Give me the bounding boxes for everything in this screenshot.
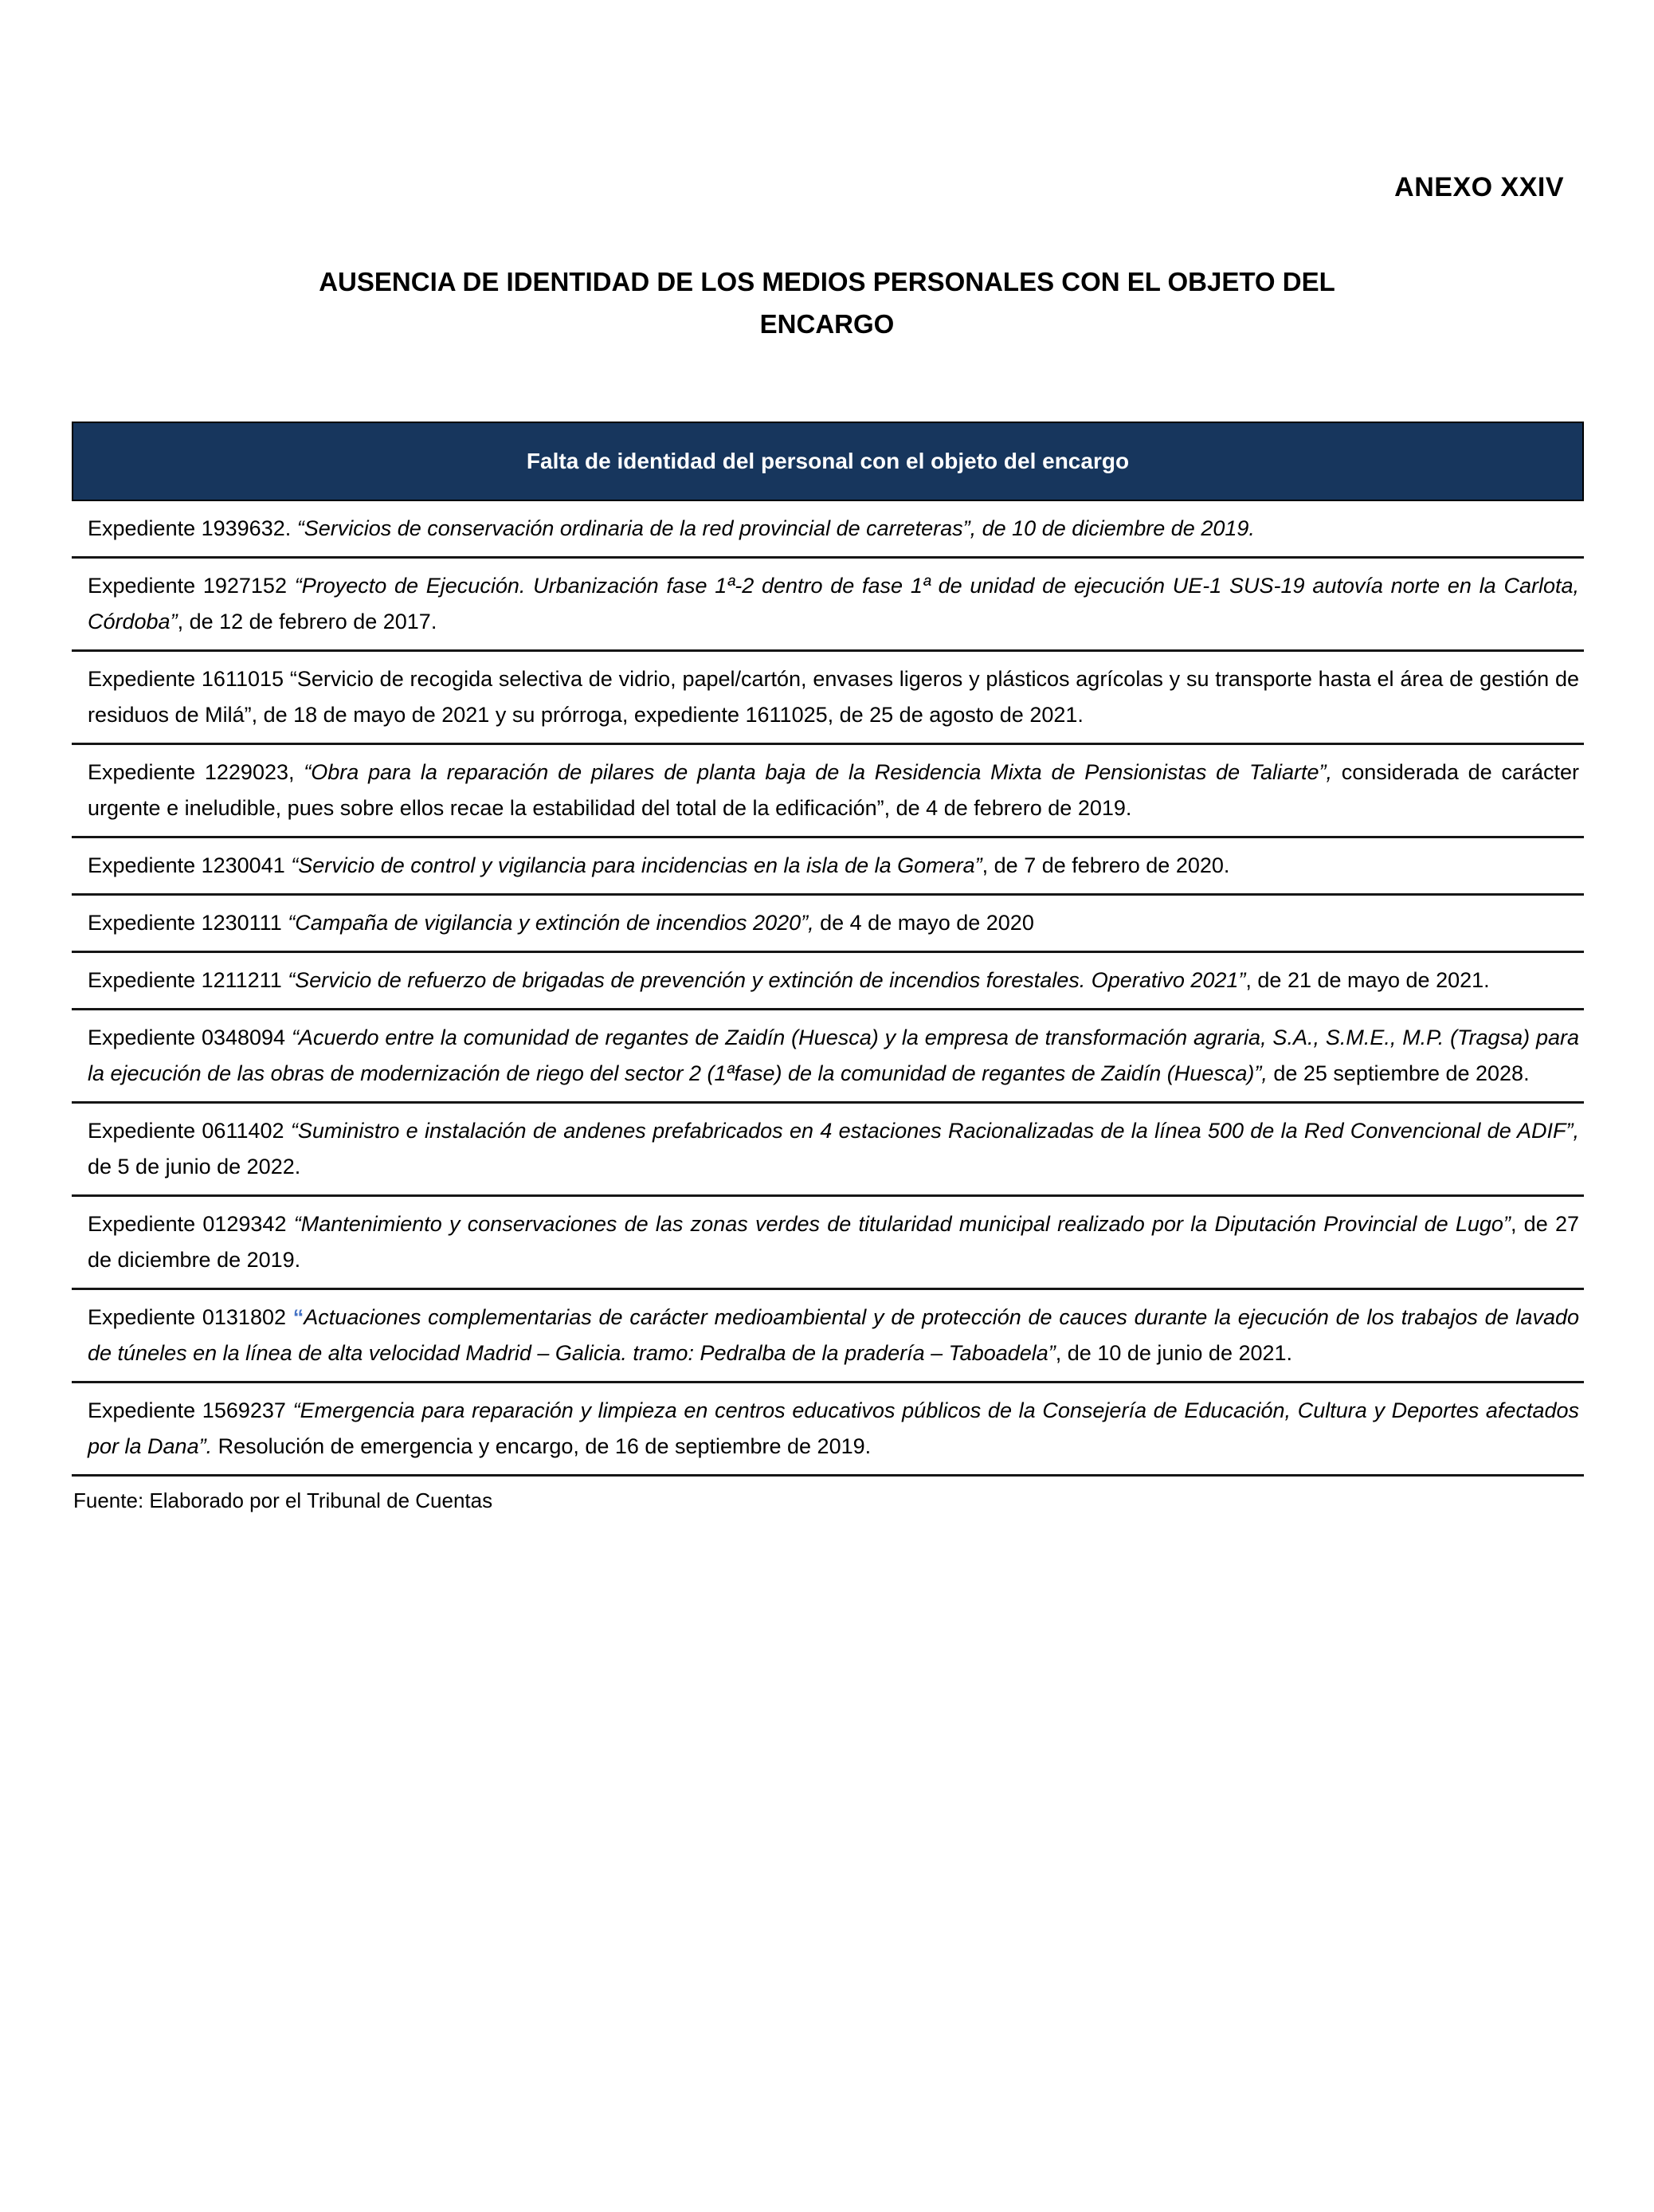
row-text-segment: Expediente 1569237 bbox=[88, 1398, 293, 1422]
row-text-segment: Expediente 1927152 bbox=[88, 574, 295, 598]
row-text-segment: Expediente 0611402 bbox=[88, 1119, 291, 1143]
row-title-segment: “Acuerdo entre la comunidad de regantes de Zaidín (Huesca) y la empresa de transformación agraria, S.A., S.M.E., M.P. (Tragsa) para la ejecución de las obras de modernización de riego del sector 2 (1ªfase) de la comunidad de regantes de Zaidín (Huesca)”, bbox=[88, 1026, 1579, 1085]
row-text-segment: considerada de carácter urgente e ineludible, pues sobre ellos recae la estabilidad del total de la edificación”, de 4 de febrero de 2019. bbox=[88, 760, 1579, 820]
table-row bbox=[72, 1104, 1584, 1197]
row-text-segment: Expediente 1611015 “Servicio de recogida selectiva de vidrio, papel/cartón, envases ligeros y plásticos agrícolas y su transporte hasta el área de gestión de residuos de Milá”, de 18 de mayo de 2021 y su prórroga, expediente 1611025, de 25 de agosto de 2021. bbox=[88, 667, 1579, 727]
annex-label: ANEXO XXIV bbox=[1394, 172, 1564, 202]
row-text-segment: , de 7 de febrero de 2020. bbox=[982, 853, 1230, 877]
table-row bbox=[72, 745, 1584, 838]
row-title-segment: “Proyecto de Ejecución. Urbanización fase 1ª-2 dentro de fase 1ª de unidad de ejecución UE-1 SUS-19 autovía norte en la Carlota, Córdoba” bbox=[88, 574, 1579, 633]
row-title-segment: “Emergencia para reparación y limpieza en centros educativos públicos de la Consejería de Educación, Cultura y Deportes afectados por la Dana”. bbox=[88, 1398, 1579, 1458]
table-row bbox=[72, 559, 1584, 652]
row-text-segment: , de 21 de mayo de 2021. bbox=[1245, 968, 1490, 992]
row-text-segment: Expediente 1229023, bbox=[88, 760, 304, 784]
row-text-segment: Expediente 1211211 bbox=[88, 968, 288, 992]
table-row bbox=[72, 953, 1584, 1010]
table-rows bbox=[72, 501, 1584, 1477]
row-title-segment: “Servicio de refuerzo de brigadas de prevención y extinción de incendios forestales. Operativo 2021” bbox=[288, 968, 1246, 992]
row-title-segment: “Servicio de control y vigilancia para incidencias en la isla de la Gomera” bbox=[291, 853, 982, 877]
row-title-segment: “Suministro e instalación de andenes prefabricados en 4 estaciones Racionalizadas de la línea 500 de la Red Convencional de ADIF”, bbox=[290, 1119, 1580, 1143]
row-text-segment: , de 10 de junio de 2021. bbox=[1055, 1341, 1293, 1365]
row-title-segment: “Servicios de conservación ordinaria de la red provincial de carreteras”, de 10 de diciembre de 2019. bbox=[296, 516, 1255, 540]
row-text-segment: , de 27 de diciembre de 2019. bbox=[88, 1212, 1579, 1272]
row-text-segment: Expediente 0348094 bbox=[88, 1026, 292, 1049]
row-text-segment: de 5 de junio de 2022. bbox=[88, 1155, 301, 1179]
row-text-segment: de 4 de mayo de 2020 bbox=[813, 911, 1034, 935]
page-title-line2: ENCARGO bbox=[759, 309, 895, 339]
row-text-segment: Expediente 0129342 bbox=[88, 1212, 294, 1236]
source-note: Fuente: Elaborado por el Tribunal de Cuentas bbox=[73, 1488, 493, 1512]
row-title-segment: “Campaña de vigilancia y extinción de incendios 2020”, bbox=[288, 911, 814, 935]
blue-quote-mark: “ bbox=[292, 1305, 304, 1329]
row-text-segment: Expediente 1230041 bbox=[88, 853, 292, 877]
table-row bbox=[72, 501, 1584, 559]
table-header-bar bbox=[72, 422, 1584, 501]
row-title-segment: “Obra para la reparación de pilares de planta baja de la Residencia Mixta de Pensionistas de Taliarte”, bbox=[304, 760, 1332, 784]
page-title-line1: AUSENCIA DE IDENTIDAD DE LOS MEDIOS PERSONALES CON EL OBJETO DEL bbox=[319, 267, 1335, 296]
table-row bbox=[72, 1197, 1584, 1290]
table-row bbox=[72, 1290, 1584, 1383]
table-header-label: Falta de identidad del personal con el objeto del encargo bbox=[526, 449, 1130, 473]
table-row bbox=[72, 1010, 1584, 1104]
row-title-segment: Actuaciones complementarias de carácter medioambiental y de protección de cauces durante la ejecución de los trabajos de lavado de túneles en la línea de alta velocidad Madrid – Galicia. tramo: Pedralba de la pradería – Taboadela” bbox=[88, 1305, 1579, 1365]
table-row bbox=[72, 652, 1584, 745]
row-text-segment: de 25 septiembre de 2028. bbox=[1267, 1061, 1530, 1085]
table-row bbox=[72, 896, 1584, 953]
row-text-segment: , de 12 de febrero de 2017. bbox=[177, 610, 437, 633]
page-title bbox=[0, 261, 1654, 345]
expedientes-table bbox=[72, 422, 1584, 1477]
table-row bbox=[72, 1383, 1584, 1477]
row-text-segment: Expediente 1230111 bbox=[88, 911, 288, 935]
table-row bbox=[72, 838, 1584, 896]
row-text-segment: Resolución de emergencia y encargo, de 16 de septiembre de 2019. bbox=[212, 1434, 872, 1458]
row-text-segment: Expediente 0131802 bbox=[88, 1305, 293, 1329]
row-text-segment: Expediente 1939632. bbox=[88, 516, 297, 540]
row-title-segment: “Mantenimiento y conservaciones de las zonas verdes de titularidad municipal realizado por la Diputación Provincial de Lugo” bbox=[293, 1212, 1511, 1236]
